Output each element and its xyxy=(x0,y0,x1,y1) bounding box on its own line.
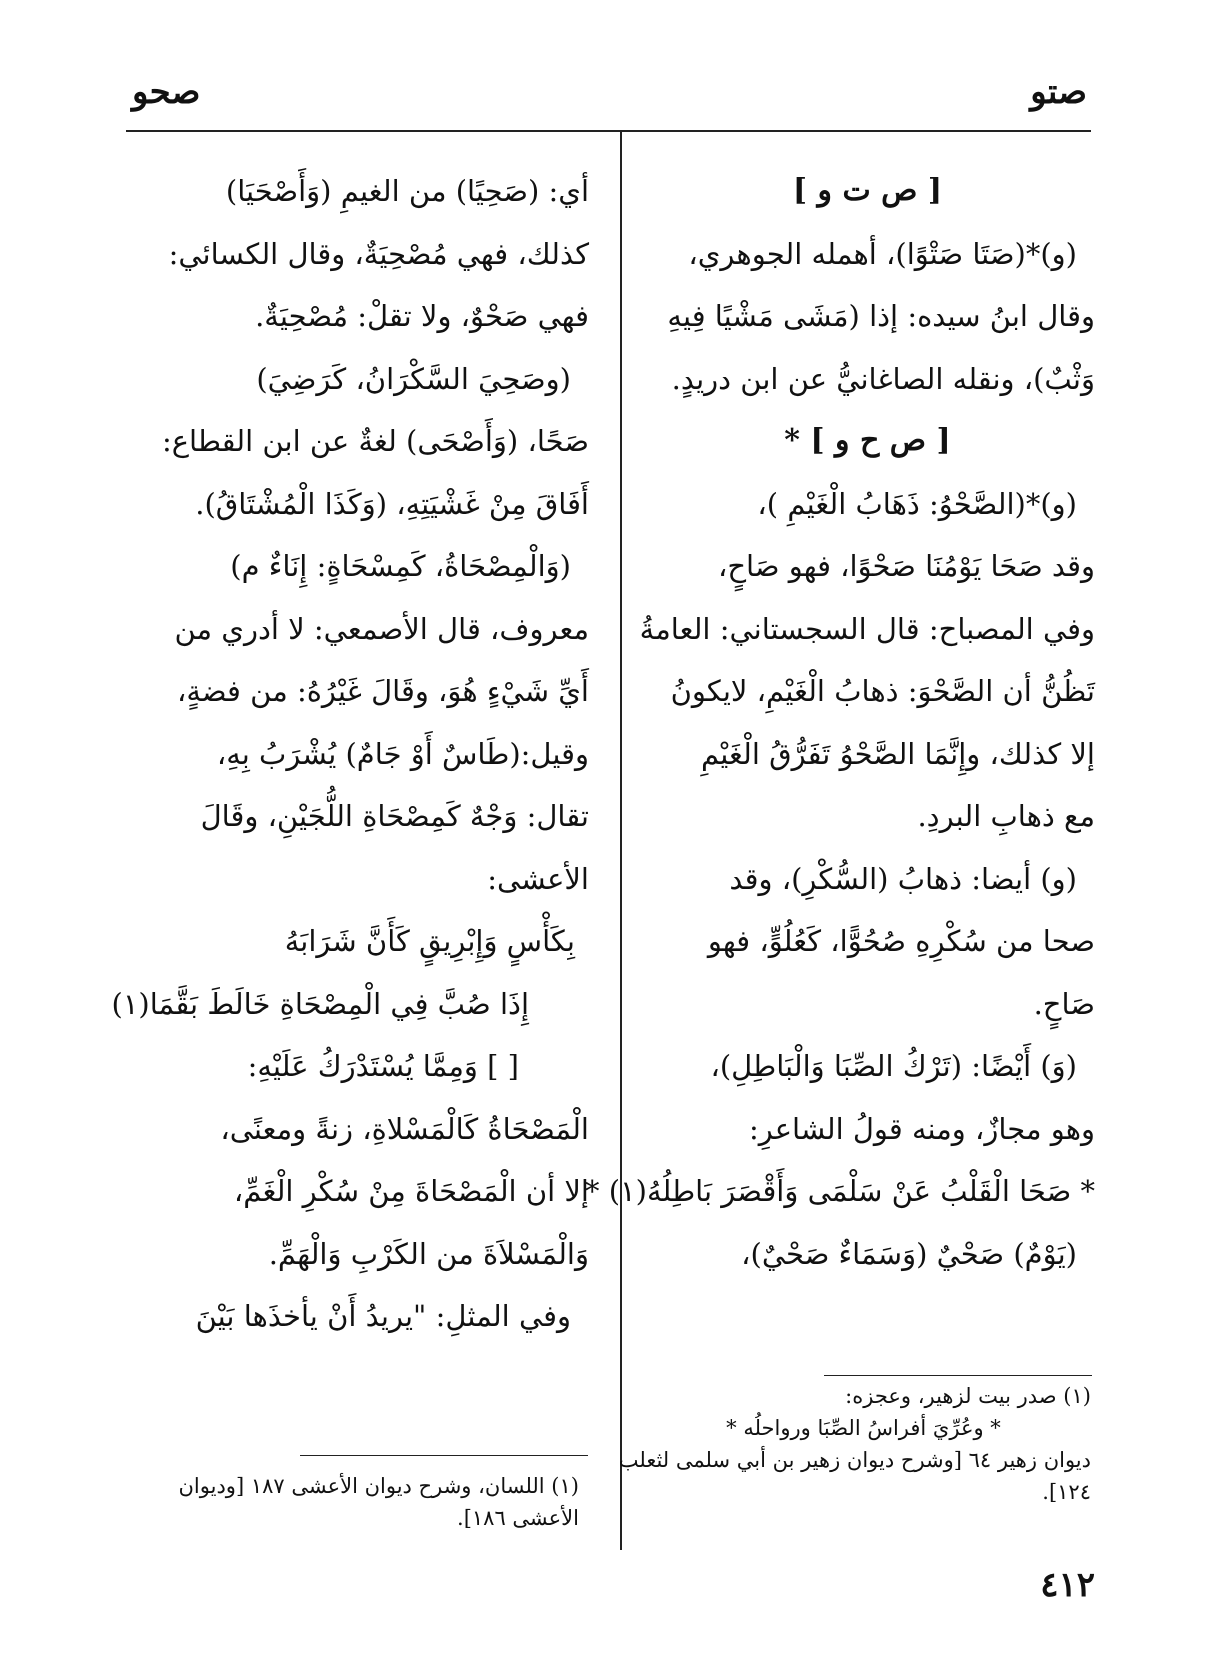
text-line: أَيِّ شَيْءٍ هُوَ، وقَالَ غَيْرُهُ: من فضةٍ، xyxy=(177,674,589,708)
footnote-line: ١٢٤]. xyxy=(1042,1480,1091,1504)
text-line: صَاحٍ. xyxy=(1033,986,1095,1021)
verse-line: * صَحَا الْقَلْبُ عَنْ سَلْمَى وَأَقْصَرَ بَاطِلُهُ(١) * xyxy=(585,1174,1095,1208)
footnote-line: (١) اللسان، وشرح ديوان الأعشى ١٨٧ [وديوان xyxy=(178,1474,579,1498)
footnotes-right xyxy=(618,1380,1091,1508)
text-line: إلا أن الْمَصْحَاةَ مِنْ سُكْرِ الْغَمِّ، xyxy=(233,1174,589,1208)
right-column xyxy=(585,160,1095,1285)
text-line: (و) أيضا: ذهابُ (السُّكْرِ)، وقد xyxy=(729,861,1077,896)
footnote-rule-left xyxy=(300,1455,588,1456)
header-rule xyxy=(126,130,1091,132)
text-line: أَفَاقَ مِنْ غَشْيَتِهِ، (وَكَذَا الْمُشْتَاقُ). xyxy=(195,486,589,521)
header-word-left: صحو xyxy=(132,72,201,112)
text-line: (وصَحِيَ السَّكْرَانُ، كَرَضِيَ) xyxy=(256,361,571,396)
text-line: (و)*(الصَّحْوُ: ذَهَابُ الْغَيْمِ )، xyxy=(757,486,1077,521)
verse-line: إِذَا صُبَّ فِي الْمِصْحَاةِ خَالَطَ بَقَّمَا(١) xyxy=(111,986,529,1021)
footnotes-left xyxy=(134,1470,579,1534)
text-line: وقد صَحَا يَوْمُنَا صَحْوًا، فهو صَاحٍ، xyxy=(717,549,1095,583)
text-line: وهو مجازٌ، ومنه قولُ الشاعرِ: xyxy=(748,1111,1095,1146)
text-line: (و)*(صَتَا صَتْوًا)، أهمله الجوهري، xyxy=(688,236,1077,271)
page-number: ٤١٢ xyxy=(1040,1565,1095,1605)
verse-line: بِكَأْسٍ وَإِبْرِيقٍ كَأَنَّ شَرَابَهُ xyxy=(284,924,575,958)
text-line: وَالْمَسْلاَةَ من الكَرْبِ وَالْهَمِّ. xyxy=(268,1236,589,1271)
text-line: وقال ابنُ سيده: إذا (مَشَى مَشْيًا فِيهِ xyxy=(667,299,1095,333)
text-line: تقال: وَجْهٌ كَمِصْحَاةِ اللُّجَيْنِ، وقَالَ xyxy=(200,799,589,833)
text-line: الْمَصْحَاةُ كَالْمَسْلاةِ، زنةً ومعنًى، xyxy=(220,1111,589,1146)
text-line: (يَوْمٌ) صَحْيٌ (وَسَمَاءٌ صَحْيٌ)، xyxy=(741,1236,1077,1271)
text-line: الأعشى: xyxy=(487,861,589,896)
text-line: مع ذهابِ البردِ. xyxy=(917,799,1095,833)
entry-heading-sty: [ ص ت و ] xyxy=(792,173,943,208)
text-line: صَحًا، (وَأَصْحَى) لغةٌ عن ابن القطاع: xyxy=(161,424,589,458)
entry-heading-shw: [ ص ح و ] * xyxy=(784,423,951,458)
text-line: فهي صَحْوٌ، ولا تقلْ: مُصْحِيَةٌ. xyxy=(255,299,589,333)
text-line: (وَ) أَيْضًا: (تَرْكُ الصِّبَا وَالْبَاطِلِ)، xyxy=(710,1049,1077,1083)
footnote-line: * وعُرِّيَ أفراسُ الصِّبَا ورواحلُه * xyxy=(726,1416,1001,1440)
column-divider xyxy=(620,130,622,1550)
text-line: وقيل:(طَاسٌ أَوْ جَامٌ) يُشْرَبُ بِهِ، xyxy=(216,736,589,771)
text-line: (وَالْمِصْحَاةُ، كَمِسْحَاةٍ: إِنَاءٌ م) xyxy=(230,549,571,583)
footnote-line: ديوان زهير ٦٤ [وشرح ديوان زهير بن أبي سلمى لثعلب xyxy=(618,1448,1091,1472)
text-line: صحا من سُكْرِهِ صُحُوًّا، كَعُلُوٍّ، فهو xyxy=(707,924,1095,958)
text-line: وفي المثلِ: "يريدُ أَنْ يأخذَها بَيْنَ xyxy=(195,1299,571,1333)
text-line: [ ] وَمِمَّا يُسْتَدْرَكُ عَلَيْهِ: xyxy=(247,1049,519,1083)
text-line: أي: (صَحِيًا) من الغيمِ (وَأَصْحَيَا) xyxy=(225,174,589,208)
left-column xyxy=(111,160,589,1348)
text-line: وفي المصباح: قال السجستاني: العامةُ xyxy=(639,611,1095,646)
text-line: وَثْبٌ)، ونقله الصاغانيُّ عن ابن دريدٍ. xyxy=(671,361,1095,396)
footnote-rule-right xyxy=(824,1375,1092,1376)
text-line: تَظُنُّ أن الصَّحْوَ: ذهابُ الْغَيْمِ، لايكونُ xyxy=(670,674,1095,708)
text-line: كذلك، فهي مُصْحِيَةٌ، وقال الكسائي: xyxy=(168,236,589,271)
footnote-line: الأعشى ١٨٦]. xyxy=(457,1506,579,1530)
text-line: معروف، قال الأصمعي: لا أدري من xyxy=(174,611,589,646)
header-word-right: صتو xyxy=(1030,72,1087,112)
footnote-line: (١) صدر بيت لزهير، وعجزه: xyxy=(845,1384,1091,1408)
text-line: إلا كذلك، وإِنَّمَا الصَّحْوُ تَفَرُّقُ الْغَيْمِ xyxy=(700,736,1095,771)
